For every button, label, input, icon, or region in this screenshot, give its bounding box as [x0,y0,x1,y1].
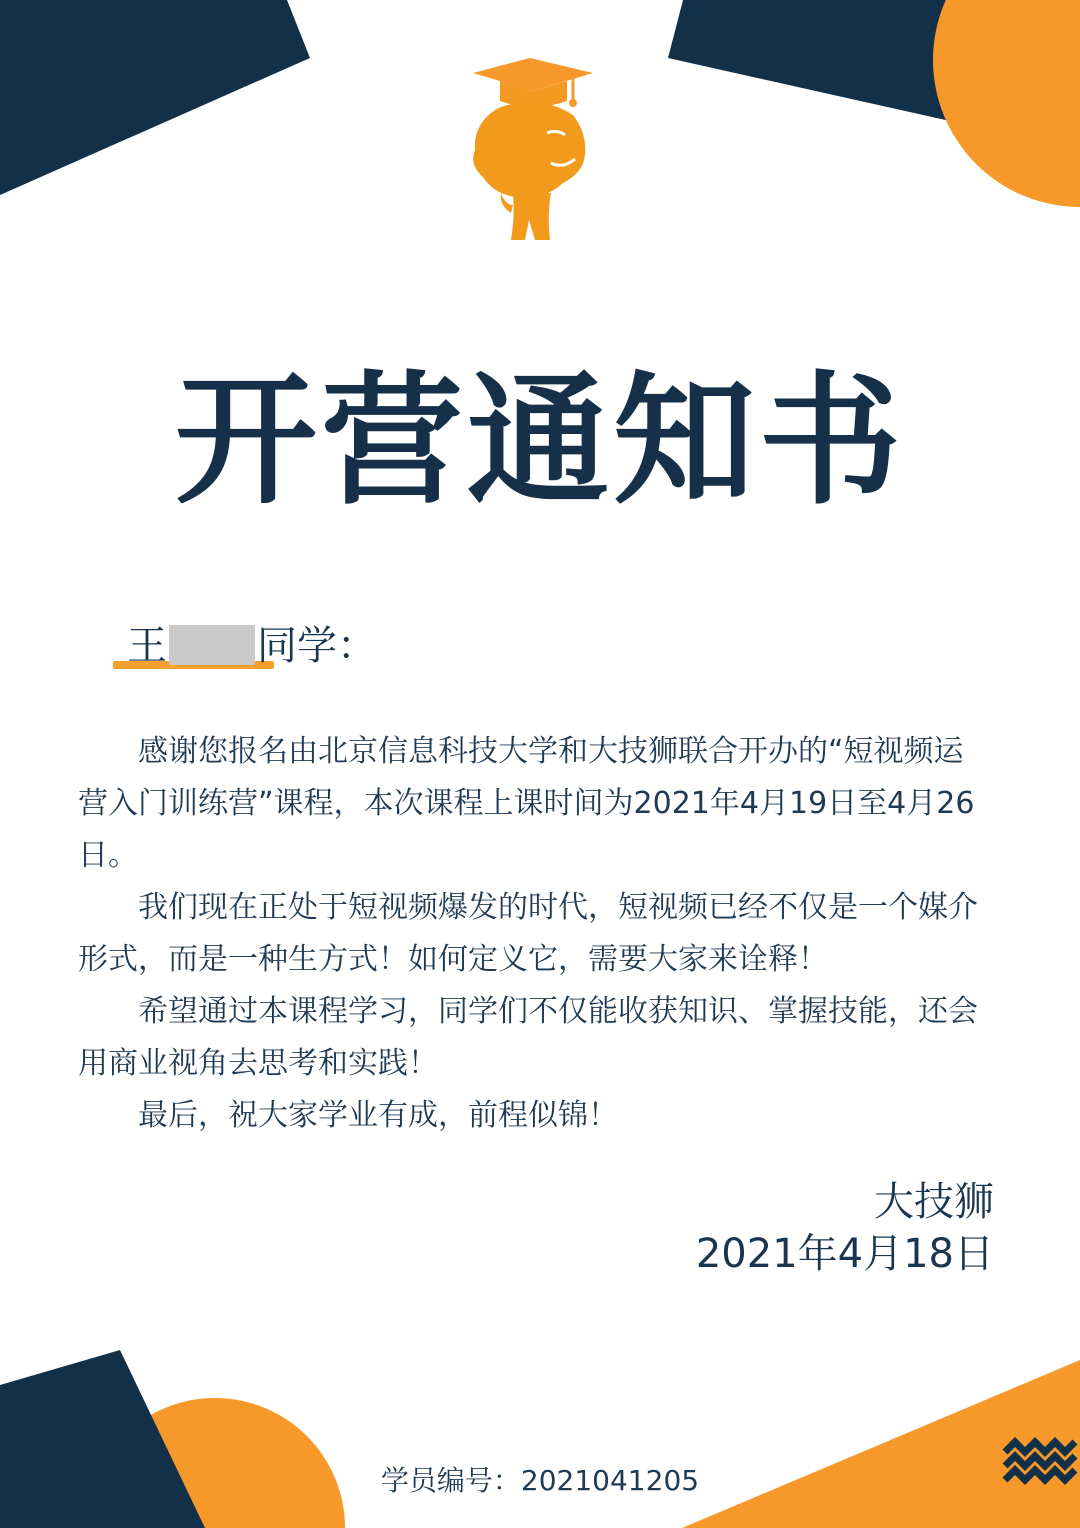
redacted-name [169,625,255,665]
greeting [127,618,377,674]
paragraph-2: 我们现在正处于短视频爆发的时代，短视频已经不仅是一个媒介形式，而是一种生方式！如何定义它，需要大家来诠释！ [78,890,978,977]
paragraph-1: 感谢您报名由北京信息科技大学和大技狮联合开办的“短视频运营入门训练营”课程，本次课程上课时间为2021年4月19日至4月26日。 [78,734,975,873]
paragraph-4: 最后，祝大家学业有成，前程似锦！ [138,1098,618,1133]
student-id: 学员编号：2021041205 [380,1464,700,1497]
signature-date: 2021年4月18日 [695,1231,994,1277]
top-left-navy-shape [0,0,310,195]
paragraph-3: 希望通过本课程学习，同学们不仅能收获知识、掌握技能，还会用商业视角去思考和实践！ [78,994,978,1081]
signature-block [696,1176,994,1280]
top-right-orange-circle [933,0,1080,207]
letter-body [78,726,988,1142]
page-title: 开营通知书 [175,359,905,524]
signature-org: 大技狮 [874,1179,994,1225]
greeting-suffix: 同学： [257,623,377,669]
recipient-surname: 王 [127,623,167,669]
lion-graduate-icon [455,55,605,245]
